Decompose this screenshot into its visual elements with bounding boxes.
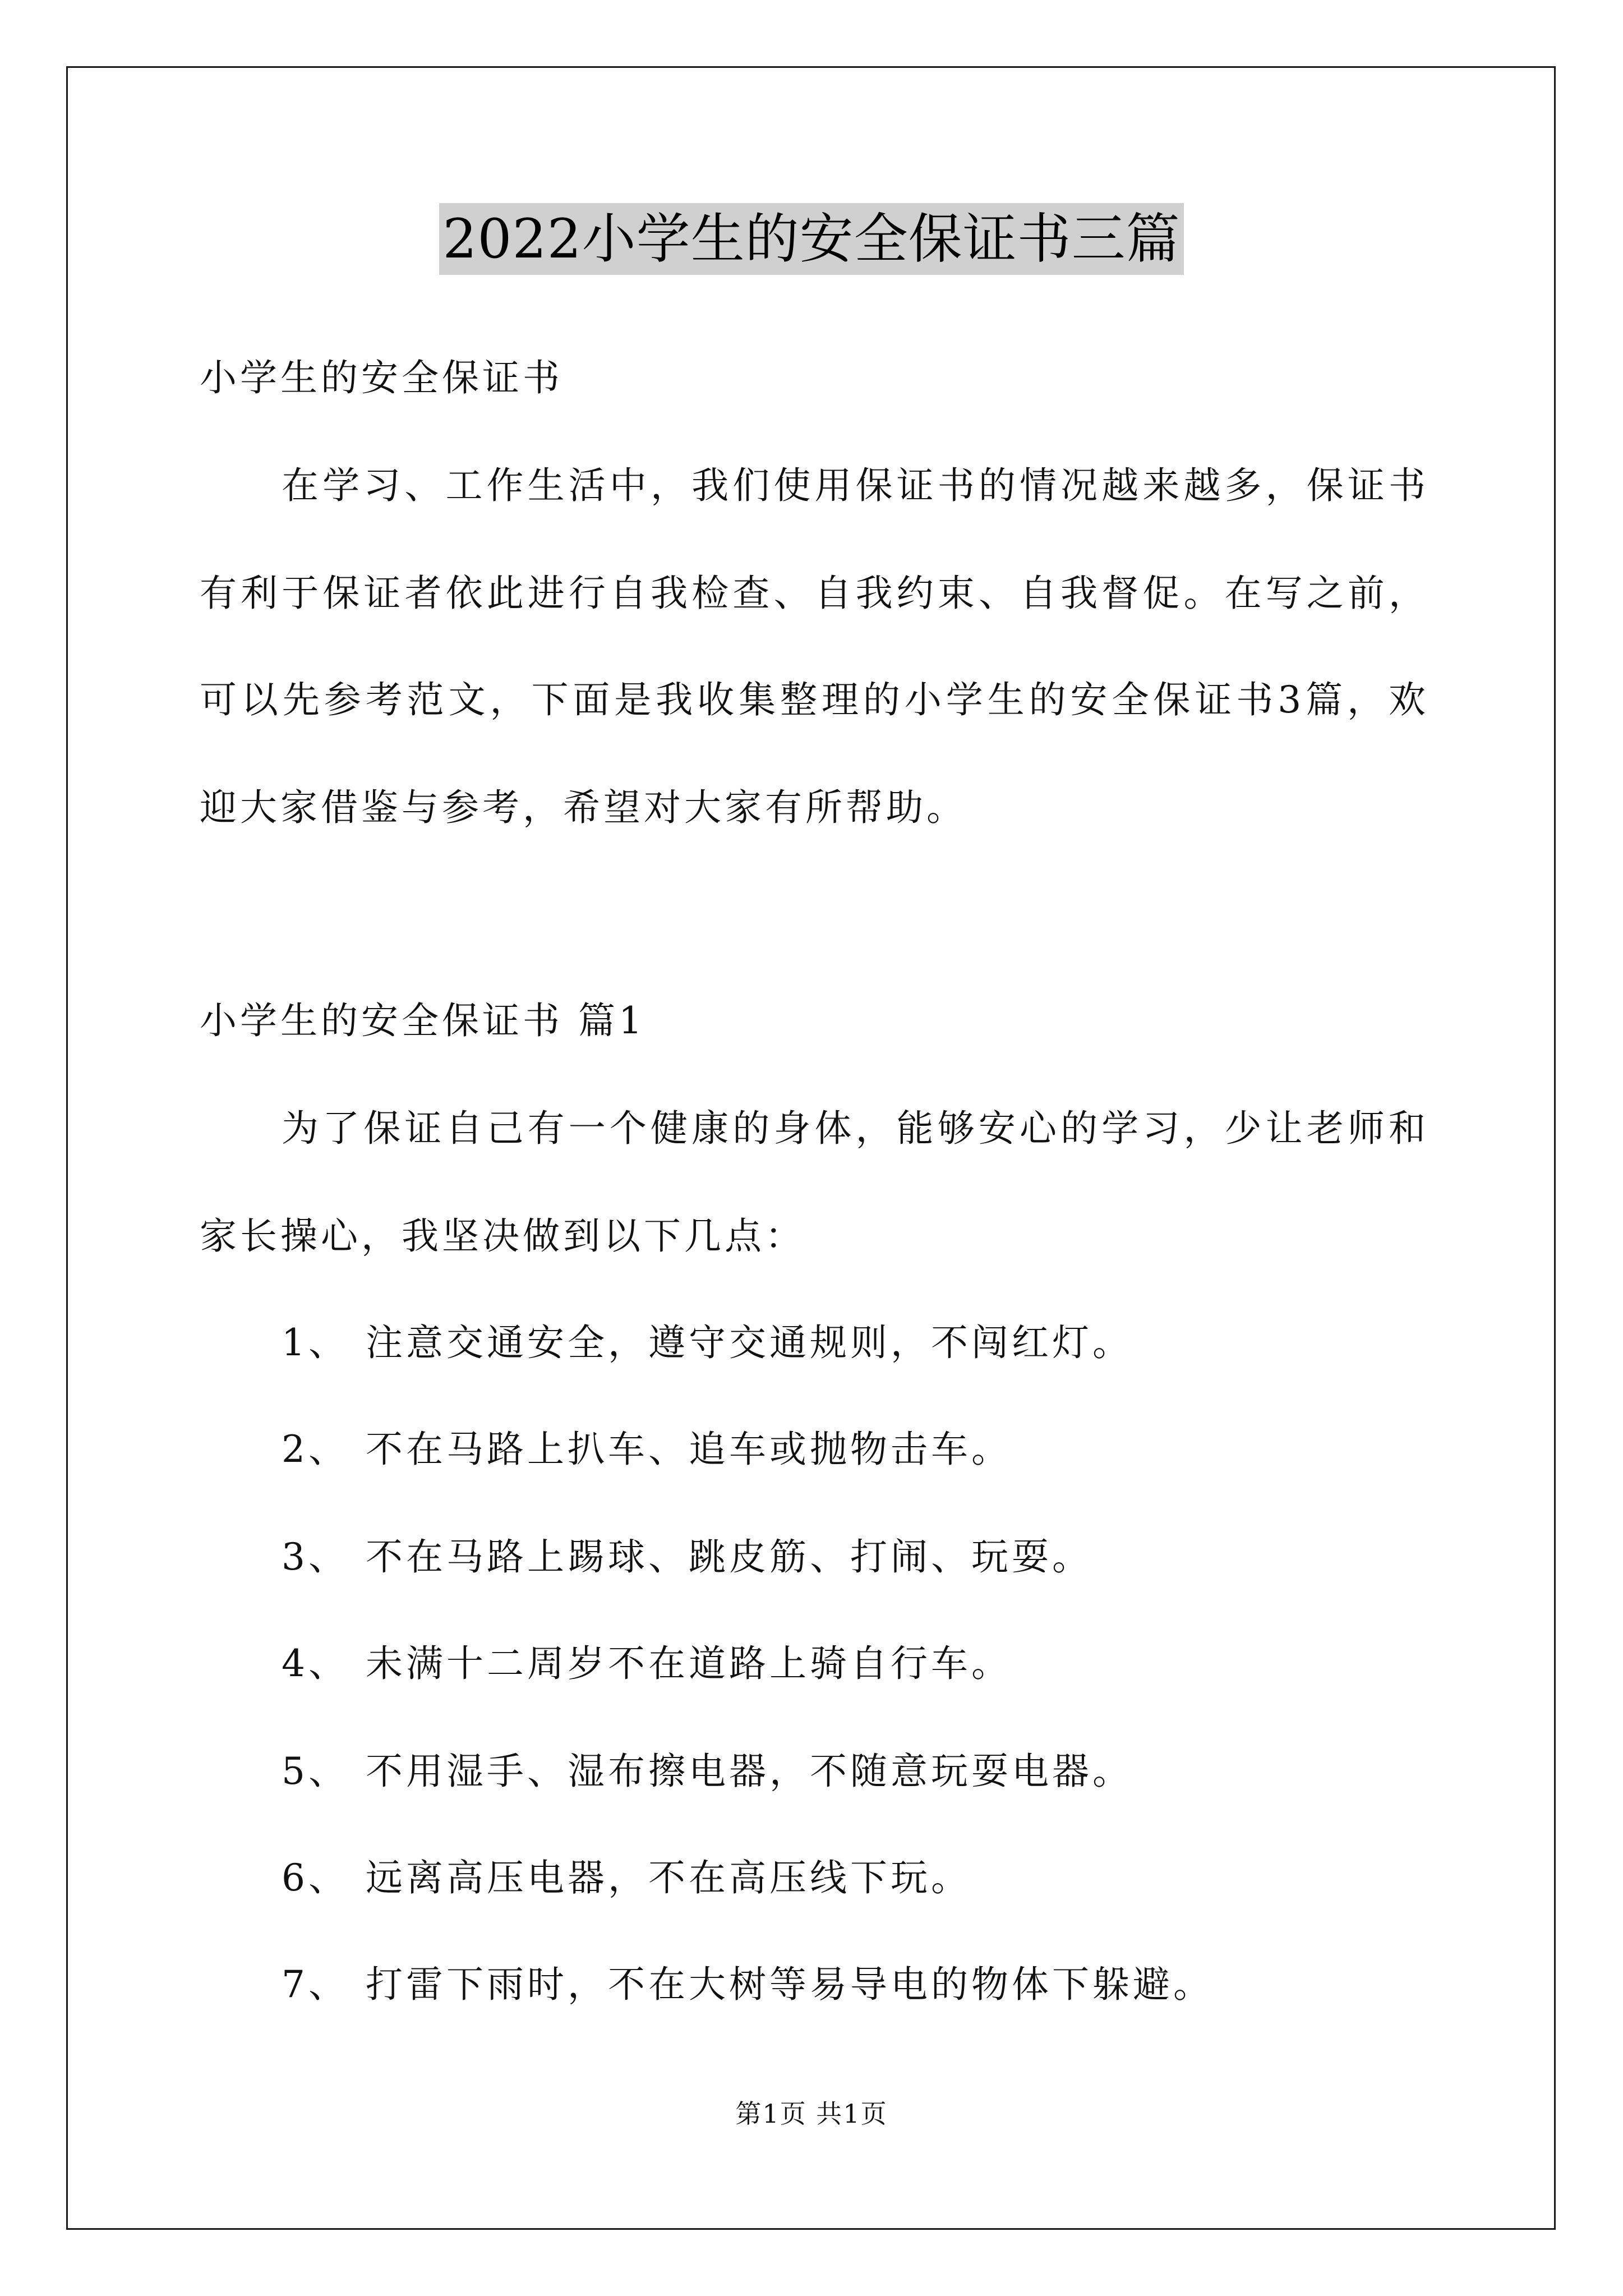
list-item [282, 1427, 1012, 1472]
list-item-number: 5、 [282, 1750, 349, 1793]
list-item-number: 1、 [282, 1321, 349, 1364]
intro-paragraph-line-3: 可以先参考范文，下面是我收集整理的小学生的安全保证书3篇，欢 [200, 678, 1426, 721]
list-item-text: 不在马路上扒车、追车或抛物击车。 [366, 1428, 1012, 1471]
list-item-text: 不用湿手、湿布擦电器，不随意玩耍电器。 [366, 1750, 1133, 1793]
document-title: 2022小学生的安全保证书三篇 [439, 203, 1183, 275]
section-1-paragraph-line-1: 为了保证自己有一个健康的身体，能够安心的学习，少让老师和 [282, 1107, 1426, 1150]
intro-paragraph-line-4: 迎大家借鉴与参考，希望对大家有所帮助。 [200, 786, 967, 829]
list-item [282, 1962, 1214, 2007]
list-item-text: 未满十二周岁不在道路上骑自行车。 [366, 1642, 1012, 1685]
list-item [282, 1856, 971, 1901]
list-item-number: 7、 [282, 1963, 349, 2006]
list-item-number: 2、 [282, 1428, 349, 1471]
section-1-paragraph-line-2: 家长操心，我坚决做到以下几点： [200, 1214, 805, 1258]
list-item-number: 3、 [282, 1535, 349, 1579]
page-number-footer: 第1页 共1页 [735, 2099, 888, 2129]
list-item-number: 4、 [282, 1642, 349, 1685]
list-item [282, 1641, 1012, 1686]
title-container [0, 203, 1623, 275]
list-item-text: 打雷下雨时，不在大树等易导电的物体下躲避。 [366, 1963, 1214, 2006]
list-item-number: 6、 [282, 1856, 349, 1899]
list-item-text: 注意交通安全，遵守交通规则，不闯红灯。 [366, 1321, 1133, 1364]
list-item [282, 1535, 1092, 1580]
list-item-text: 不在马路上踢球、跳皮筋、打闹、玩耍。 [366, 1535, 1092, 1579]
intro-paragraph-line-2: 有利于保证者依此进行自我检查、自我约束、自我督促。在写之前， [200, 572, 1426, 615]
list-item [282, 1320, 1133, 1365]
intro-paragraph-line-1: 在学习、工作生活中，我们使用保证书的情况越来越多，保证书 [282, 464, 1426, 507]
intro-heading: 小学生的安全保证书 [200, 356, 563, 399]
section-1-heading: 小学生的安全保证书 篇1 [200, 999, 645, 1042]
list-item-text: 远离高压电器，不在高压线下玩。 [366, 1856, 971, 1899]
list-item [282, 1749, 1133, 1794]
